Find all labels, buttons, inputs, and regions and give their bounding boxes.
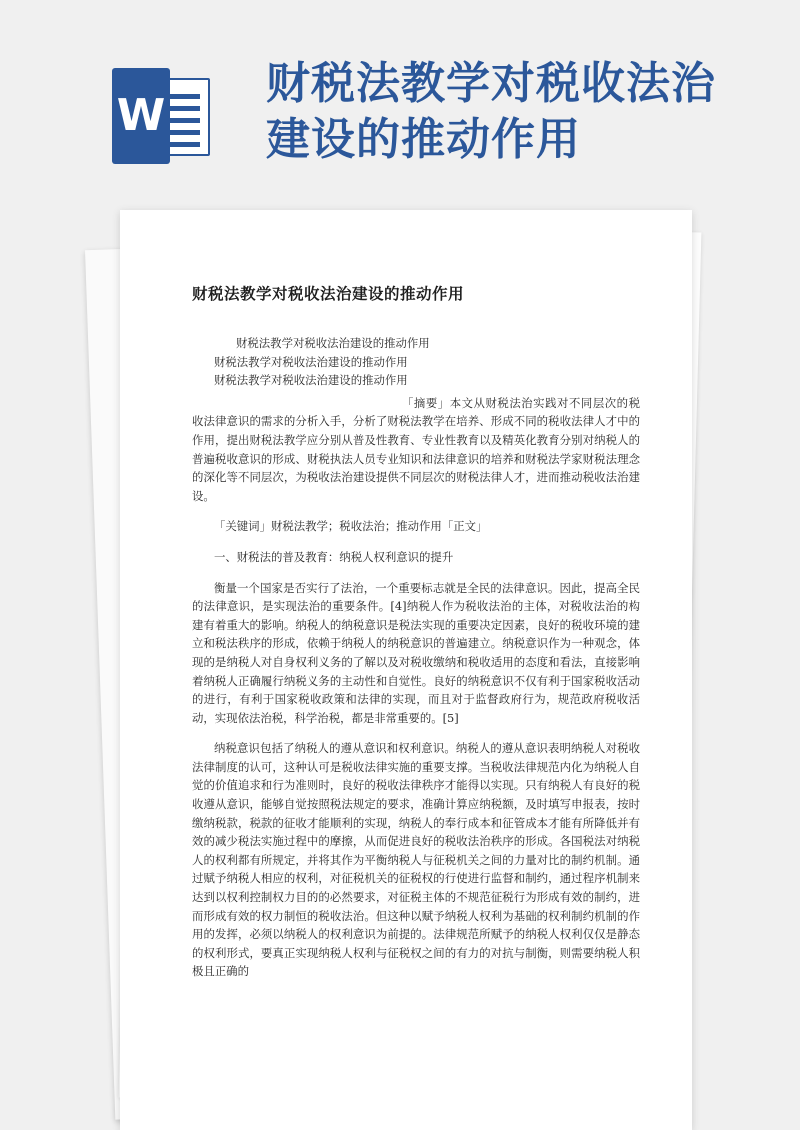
document-content <box>192 282 640 987</box>
repeated-title-2: 财税法教学对税收法治建设的推动作用 <box>214 354 408 369</box>
banner-title <box>266 56 736 168</box>
keywords-line: 「关键词」财税法教学；税收法治；推动作用「正文」 <box>214 519 488 534</box>
banner-title-line2: 建设的推动作用 <box>266 114 581 165</box>
body-paragraph-1: 衡量一个国家是否实行了法治，一个重要标志就是全民的法律意识。因此，提高全民的法律意识，是实现法治的重要条件。[4]纳税人作为税收法治的主体，对税收法治的构建有着重大的影响。纳税人的纳税意识是税法实现的重要决定因素，良好的税收环境的建立和税法秩序的形成，依赖于纳税人的纳税意识的普遍建立。纳税意识作为一种观念，体现的是纳税人对自身权利义务的了解以及对税收缴纳和税收适用的态度和看法，直接影响着纳税人正确履行纳税义务的主动性和自觉性。良好的纳税意识不仅有利于国家税收活动的进行，有利于国家税收政策和法律的实现，而且对于监督政府行为，规范政府税收活动，实现依法治税，科学治税，都是非常重要的。[5] <box>192 580 640 725</box>
word-app-logo <box>112 68 212 164</box>
banner-title-line1: 财税法教学对税收法治 <box>266 58 716 109</box>
body-paragraph-2: 纳税意识包括了纳税人的遵从意识和权利意识。纳税人的遵从意识表明纳税人对税收法律制度的认可，这种认可是税收法律实施的重要支撑。当税收法律规范内化为纳税人自觉的价值追求和行为准则时，良好的税收法律秩序才能得以实现。只有纳税人有良好的税收遵从意识，能够自觉按照税法规定的要求，准确计算应纳税额，及时填写申报表，按时缴纳税款，税款的征收才能顺利的实现，纳税人的奉行成本和征管成本才能有所降低并有效的减少税法实施过程中的摩擦，从而促进良好的税收法治秩序的形成。各国税法对纳税人的权利都有所规定，并将其作为平衡纳税人与征税机关之间的力量对比的制约机制。通过赋予纳税人相应的权利，对征税机关的征税权的行使进行监督和制约，通过程序机制来达到以权利控制权力目的的必然要求，对征税主体的不规范征税行为形成有效的制约，进而形成有效的权力制恒的税收法治。但这种以赋予纳税人权利为基础的权利制约机制的作用的发挥，必须以纳税人的权利意识为前提的。法律规范所赋予的纳税人权利仅仅是静态的权利形式，要真正实现纳税人权利与征税权之间的有力的对抗与制衡，则需要纳税人积极且正确的 <box>192 741 640 979</box>
word-logo-letter: W <box>112 68 170 164</box>
abstract-paragraph: 「摘要」本文从财税法治实践对不同层次的税收法律意识的需求的分析入手，分析了财税法教学在培养、形成不同的税收法律人才中的作用，提出财税法教学应分别从普及性教育、专业性教育以及精英化教育分别对纳税人的普遍税收意识的形成、财税执法人员专业知识和法律意识的培养和财税法学家财税法理念的深化等不同层次，为税收法治建设提供不同层次的财税法律人才，进而推动税收法治建设。 <box>192 395 640 503</box>
repeated-title-block <box>192 334 640 390</box>
document-title: 财税法教学对税收法治建设的推动作用 <box>192 284 465 303</box>
repeated-title-1: 财税法教学对税收法治建设的推动作用 <box>236 336 430 350</box>
repeated-title-3: 财税法教学对税收法治建设的推动作用 <box>214 373 408 388</box>
document-page <box>120 210 692 1130</box>
section-heading-1: 一、财税法的普及教育：纳税人权利意识的提升 <box>214 549 454 564</box>
